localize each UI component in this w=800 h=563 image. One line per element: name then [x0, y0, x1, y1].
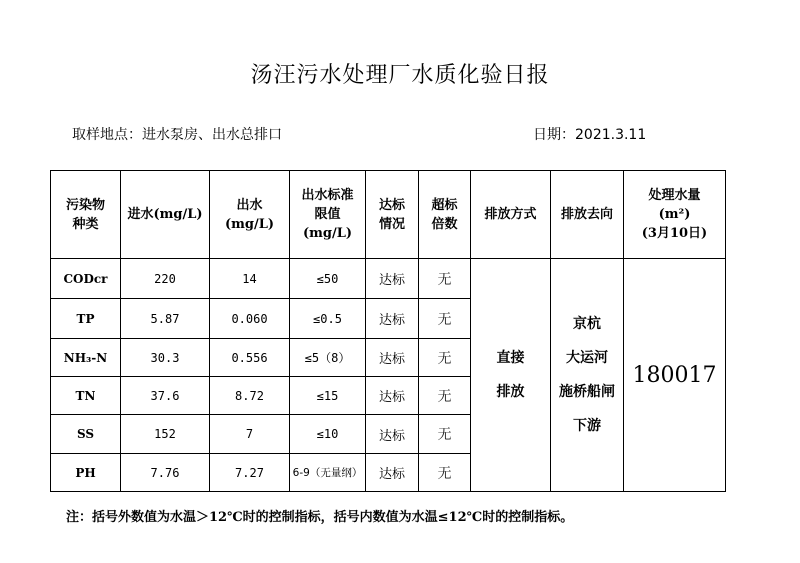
effluent-value: 7.27 [210, 454, 290, 492]
standard-value: ≤10 [290, 415, 366, 454]
header-pollutant: 污染物 种类 [51, 171, 121, 259]
effluent-value: 0.556 [210, 339, 290, 377]
exceed-multiple: 无 [419, 415, 471, 454]
footnote: 注：括号外数值为水温＞12℃时的控制指标，括号内数值为水温≤12℃时的控制指标。 [66, 510, 574, 525]
influent-value: 30.3 [121, 339, 210, 377]
influent-value: 152 [121, 415, 210, 454]
header-discharge-direction: 排放去向 [551, 171, 624, 259]
standard-value: ≤5（8） [290, 339, 366, 377]
effluent-value: 8.72 [210, 377, 290, 415]
treated-volume: 180017 [624, 259, 726, 492]
header-discharge-method: 排放方式 [471, 171, 551, 259]
compliance-status: 达标 [366, 415, 419, 454]
header-row [51, 171, 726, 259]
influent-value: 5.87 [121, 299, 210, 339]
exceed-multiple: 无 [419, 377, 471, 415]
pollutant-name: SS [51, 415, 121, 454]
header-compliance: 达标 情况 [366, 171, 419, 259]
table-row [51, 259, 726, 299]
standard-value: ≤15 [290, 377, 366, 415]
compliance-status: 达标 [366, 454, 419, 492]
pollutant-name: CODcr [51, 259, 121, 299]
effluent-value: 14 [210, 259, 290, 299]
header-standard: 出水标准 限值 (mg/L) [290, 171, 366, 259]
report-date: 日期：2021.3.11 [533, 127, 647, 143]
influent-value: 37.6 [121, 377, 210, 415]
header-influent: 进水(mg/L) [121, 171, 210, 259]
effluent-value: 0.060 [210, 299, 290, 339]
pollutant-name: PH [51, 454, 121, 492]
exceed-multiple: 无 [419, 259, 471, 299]
standard-value: 6-9（无量纲） [290, 454, 366, 492]
pollutant-name: TN [51, 377, 121, 415]
compliance-status: 达标 [366, 377, 419, 415]
influent-value: 7.76 [121, 454, 210, 492]
sampling-location: 取样地点：进水泵房、出水总排口 [72, 127, 282, 143]
header-effluent: 出水 (mg/L) [210, 171, 290, 259]
exceed-multiple: 无 [419, 299, 471, 339]
compliance-status: 达标 [366, 299, 419, 339]
discharge-method-cell: 直接 排放 [471, 259, 551, 492]
compliance-status: 达标 [366, 259, 419, 299]
standard-value: ≤50 [290, 259, 366, 299]
exceed-multiple: 无 [419, 339, 471, 377]
water-quality-table [50, 170, 726, 492]
pollutant-name: NH₃-N [51, 339, 121, 377]
report-title: 汤汪污水处理厂水质化验日报 [250, 63, 550, 88]
pollutant-name: TP [51, 299, 121, 339]
exceed-multiple: 无 [419, 454, 471, 492]
compliance-status: 达标 [366, 339, 419, 377]
effluent-value: 7 [210, 415, 290, 454]
header-volume: 处理水量 (m²) (3月10日) [624, 171, 726, 259]
standard-value: ≤0.5 [290, 299, 366, 339]
influent-value: 220 [121, 259, 210, 299]
header-exceed: 超标 倍数 [419, 171, 471, 259]
discharge-direction-cell: 京杭 大运河 施桥船闸 下游 [551, 259, 624, 492]
